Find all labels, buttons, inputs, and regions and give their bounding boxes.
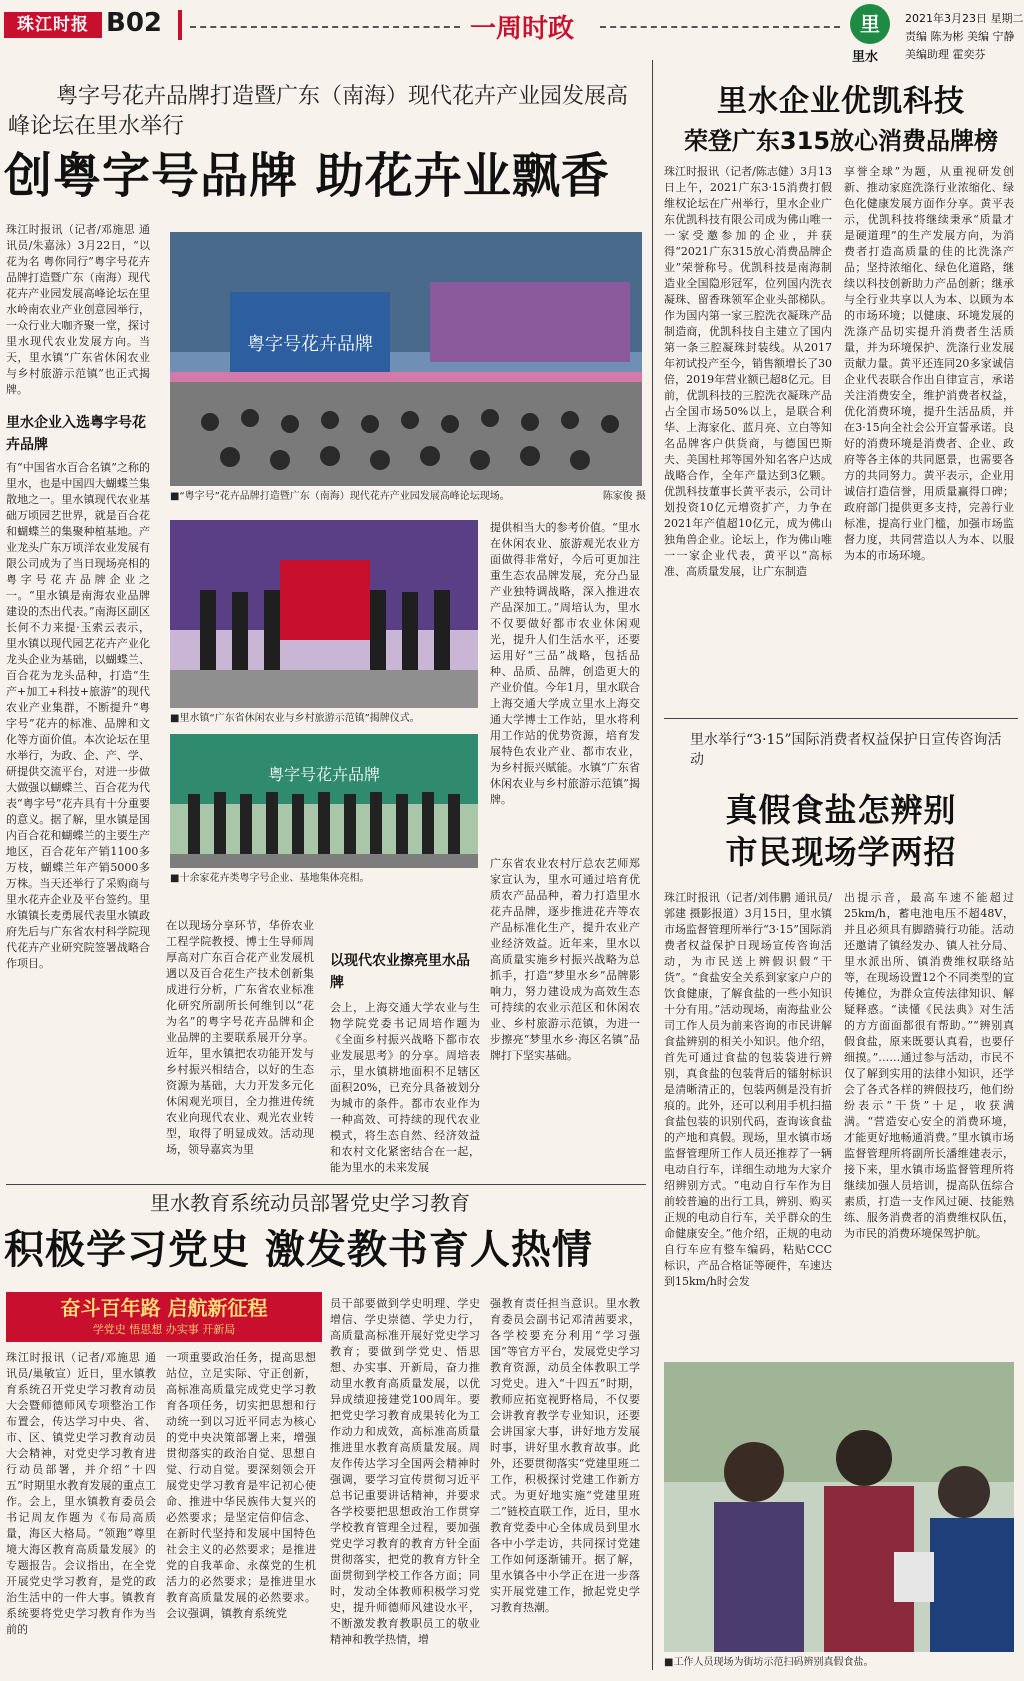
brands-photo-caption: ■十余家花卉类粤字号企业、基地集体亮相。 [170,873,370,884]
masthead-dashed-line [190,26,460,28]
page-number: B02 [106,8,162,38]
story2-subheadline: 荣登广东315放心消费品牌榜 [683,127,999,155]
story1-col1-body: 有“中国省水百合名镇”之称的里水，也是中国四大蝴蝶兰集散地之一。里水镇现代农业基础万顷园艺世界，就是百合花和蝴蝶兰的集聚种植基地。产业龙头广东万顷洋农业发展有限公司成为了当日现场亮相的粤字号花卉品牌企业之一。“里水镇是南海农业品牌建设的杰出代表。”南海区副区长何不力来提·玉索云表示，里水镇以现代园艺花卉产业化龙头企业为基础，以蝴蝶兰、百合花为龙头品种，打造“生产+加工+科技+旅游”的现代农业产业集群，不断提升“粤字号”花卉的标准、品牌和文化等方面价值。本次论坛在里水举行，为政、企、产、学、研提供交流平台，对进一步做大做强以蝴蝶兰、百合花为代表“粤字号”花卉具有十分重要的意义。据了解，里水镇是国内百合花和蝴蝶兰的主要生产地区，百合花年产销1100多万枝，蝴蝶兰年产销5000多万株。当天还举行了采购商与里水花卉企业及平台签约。里水镇镇长麦勇展代表里水镇政府先后与广东省农村科学院现代花卉产业研究院签署战略合作项目。 [6,461,150,970]
forum-photo-caption: ■“粤字号”花卉品牌打造暨广东（南海）现代花卉产业园发展高峰论坛现场。 [170,491,510,502]
edition-info [905,10,1024,64]
newspaper-logo: 珠江时报 [4,12,102,38]
story4-kicker: 里水教育系统动员部署党史学习教育 [150,1191,470,1215]
story3-subheadline: 市民现场学两招 [725,833,957,871]
story3-col2-body: 出提示音，最高车速不能超过25km/h，蓄电池电压不超48V，并且必须具有脚踏骑行功能。活动还邀请了镇经发办、镇人社分局、里水派出所、镇消费维权联络站等，在现场设置12个不同类型的宣传摊位，为群众宣传法律知识、解疑释惑。“读懂《民法典》对生活的方方面面都很有帮助。”“辨别真假食盐，原来既要认真看，也要仔细摸。”……通过参与活动，市民不仅了解到实用的法律小知识，还学会了各式各样的辨假技巧，他们纷纷表示“干货”十足，收获满满。“营造安心安全的消费环境，才能更好地畅通消费。”里水镇市场监督管理所将副所长潘维建表示，接下来，里水镇市场监督管理所将继续加强人员培训，提高队伍综合素质，打造一支作风过硬、技能熟练、服务消费者的消费维权队伍，为市民的消费环境保驾护航。 [844,891,1014,1240]
masthead-divider [178,10,182,40]
story1-subhead-2: 以现代农业擦亮里水品牌 [330,953,470,991]
column-divider [652,60,653,1670]
story3-kicker: 里水举行“3·15”国际消费者权益保护日宣传咨询活动 [690,732,1002,768]
story3-col1-body: 珠江时报讯（记者/刘伟鹏 通讯员/郭建 摄影报道）3月15日，里水镇市场监督管理所举行“3·15”国际消费者权益保护日现场宣传咨询活动，为市民送上辨假识假“干货”。“食盐安全关系到家家户户的饮食健康，了解食盐的一些小知识十分有用。”活动现场，南海盐业公司工作人员为前来咨询的市民讲解食盐辨别的相关小知识。他介绍，首先可通过食盐的包装袋进行辨别，真食盐的包装背后的镭射标识是清晰清正的，包装两侧是没有折痕的。此外，还可以利用手机扫描食盐包装的识别代码，查询该食盐的产地和真假。现场，里水镇市场监督管理所工作人员还推荐了一辆电动自行车，详细生动地为大家介绍辨别方式。“电动自行车作为目前较普遍的出行工具，辨别、购买正规的电动自行车，关乎群众的生命健康安全。”他介绍，正规的电动自行车应有整车编码，粘贴CCC标识，产品合格证等硬件，车速达到15km/h时会发 [664,891,832,1288]
forum-photo-credit: 陈家俊 摄 [602,491,646,502]
story4-col2-body: 一项重要政治任务，提高思想站位，立足实际、守正创新，高标准高质量完成党史学习教育各项任务，切实把思想和行动统一到以习近平同志为核心的党中央决策部署上来，增强贯彻落实的政治自觉、思想自觉、行动自觉。要深刻领会开展党史学习教育是牢记初心使命、推进中华民族伟大复兴的必然要求；是坚定信仰信念、在新时代坚持和发展中国特色社会主义的必然要求；是推进党的自我革命、永葆党的生机活力的必然要求；是推进里水教育高质量发展的必然要求。会议强调，镇教育系统党 [166,1351,316,1620]
salt-photo-caption: ■工作人员现场为街坊示范扫码辨别真假食盐。 [664,1657,874,1668]
story4-col1-body: 珠江时报讯（记者/邓施思 通讯员/巢敏宣）近日，里水镇教育系统召开党史学习教育动员大会暨师德师风专项整治工作布置会，传达学习中央、省、市、区、镇党史学习教育动员大会精神，对党史学习教育进行动员部署，并介绍“十四五”时期里水教育发展的重点工作。会上，里水镇教育委员会书记周友作题为《布局高质量，海区大格局。“领跑”尊里境大海区教育高质量发展》的专题报告。会议指出，在全党开展党史学习教育，是党的政治生活中的一件大事。镇教育系统要将党史学习教育作为当前的 [6,1351,156,1636]
section-rule [6,1184,646,1185]
story1-col3-lower: 会上，上海交通大学农业与生物学院党委书记周培作题为《全面乡村振兴战略下都市农业发展思考》的分享。周培表示，里水镇耕地面积不足辖区面积20%，已充分具备被划分为城市的条件。都市农业作为一种高效、可持续的现代农业模式，将生态自然、经济效益和农村文化紧密结合在一起，能为里水的未来发展 [330,1001,480,1174]
banner-title: 奋斗百年路 启航新征程 [60,1296,268,1320]
section-rule [664,718,1018,719]
story3-headline: 真假食盐怎辨别 [725,791,957,829]
story1-lead: 珠江时报讯（记者/邓施思 通讯员/朱嘉泳）3月22日，“以花为名 粤你同行”粤字号花卉品牌打造暨广东（南海）现代花卉产业园发展高峰论坛在里水岭南农业产业创意园举行，一众行业大咖齐聚一堂，探讨里水现代农业发展方向。当天，里水镇“广东省休闲农业与乡村旅游示范镇”也正式揭牌。 [6,223,150,396]
story1-headline: 创粤字号品牌 助花卉业飘香 [4,148,610,204]
section-title: 一周时政 [470,14,575,44]
editors-credit: 责编 陈为彬 美编 宁静 [905,30,1015,43]
salt-demo-photo [664,1362,1014,1652]
edition-logo-icon: 里 [850,4,890,44]
stage-screen-text: 粤字号花卉品牌 [247,334,373,355]
issue-date: 2021年3月23日 星期二 [905,12,1024,25]
unveiling-photo [170,520,478,708]
story1-col3-body: 提供相当大的参考价值。“里水在休闲农业、旅游观光农业方面做得非常好，今后可更加注重生态农品牌发展，充分凸显产业独特调战略，深入推进农产品深加工。”周培认为，里水不仅要做好都市农业休闲观光，提升人们生活水平，还要运用好“三品”战略，包括品种、品质、品牌，创造更大的产业价值。今年1月，里水联合上海交通大学成立里水上海交通大学博士工作站，里水将利用工作站的优势资源，培育发展特色农业产业、都市农业，为乡村振兴赋能。水镇“广东省休闲农业与乡村旅游示范镇”揭牌。 [490,521,640,806]
brands-group-photo [170,734,478,868]
story1-col2-body: 在以现场分享环节，华侨农业工程学院教授、博士生导师周厚高对广东百合花产业发展机遇以及百合花生产技术创新集成进行分析，广东省农业标准化研究所副所长何维钊以“花为名”的粤字号花卉品牌和企业品牌的主要联系展开分享。近年，里水镇把农功能开发与乡村振兴相结合，以好的生态资源为基础，大力开发多元化休闲观光项目，全力推进传统农业向现代农业、观光农业转型，取得了明显成效。活动现场，领导嘉宾为里 [166,919,314,1156]
story4-col3-body: 员干部要做到学史明理、学史增信、学史崇德、学史力行，高质量高标准开展好党史学习教育；要做到学党史、悟思想、办实事、开新局，奋力推动里水教育高质量发展，以优异成绩迎接建党100周年。要把党史学习教育成果转化为工作动力和成效，高标准高质量推进里水教育高质量发展。周友作传达学习全国两会精神时强调，要学习宣传贯彻习近平总书记重要讲话精神，并要求各学校要把思想政治工作贯穿学校教育管理全过程，要加强党史学习教育的教育方针全面贯彻落实，把党的教育方针全面贯彻到学校工作各方面；同时，发动全体教师积极学习党史，提升师德师风建设水平，不断激发教育教职员工的敬业精神和教学热情，增 [330,1297,480,1646]
unveiling-photo-caption: ■里水镇“广东省休闲农业与乡村旅游示范镇”揭牌仪式。 [170,713,420,724]
party-history-banner [6,1292,322,1342]
forum-photo [170,232,642,486]
story2-col1-body: 珠江时报讯（记者/陈志健）3月13日上午，2021广东3·15消费打假维权论坛在广州举行，里水企业广东优凯科技有限公司成为佛山唯一一家受邀参加的企业，并获得“2021广东315放心消费品牌企业”荣誉称号。优凯科技是南海制造业全国隐形冠军，位列国内洗衣凝珠、留香珠领军企业头部梯队。作为国内第一家三腔洗衣凝珠产品制造商，优凯科技自主建立了国内第一条三腔凝珠封装线。从2017年初试投产至今，销售额增长了30倍，2019年营业额已超8亿元。目前，优凯科技的三腔洗衣凝珠产品占全国市场50%以上，是联合利华、上海家化、蓝月亮、立白等知名品牌客户供货商，与德国巴斯夫、美国杜邦等国外知名客户达成战略合作，全年产量达到3亿颗。优凯科技董事长黄平表示，公司计划投资10亿元增资扩产，力争在2021年产值超10亿元，成为佛山独角兽企业。论坛上，作为佛山唯一一家企业代表，黄平以“高标准、高质量发展，让广东制造 [664,165,832,578]
story1-kicker: 粤字号花卉品牌打造暨广东（南海）现代花卉产业园发展高峰论坛在里水举行 [8,84,629,139]
edition-name: 里水 [852,50,879,65]
banner-text-2: 粤字号花卉品牌 [267,765,381,784]
story2-col2-body: 享誉全球”为题，从重视研发创新、推动家庭洗涤行业浓缩化、绿色化健康发展方面作分享。黄平表示，优凯科技将继续秉承“质量才是硬道理”的生产发展方向，为消费者打造高质量的佳的比洗涤产品；坚持浓缩化、绿色化道路，继续以科技创新助力产品创新；继承与全行业共享以人为本、以顾为本的市场环境；以健康、环境发展的洗涤产品切实提升消费者生活质量，并为环境保护、洗涤行业发展贡献力量。黄平还连同20多家诚信企业代表联合作出自律宣言，承诺关注消费安全，维护消费者权益，优化消费环境，提升生活品质，并在3·15向全社会公开宣誓承诺。良好的消费环境是消费者、企业、政府等各主体的共同愿景，也需要各方的共同努力。黄平表示，企业用诚信打造信誉，用质量赢得口碑；政府部门提供更多支持，完善行业标准，提高行业门槛，加强市场监督力度，共同营造以人为本、以服为本的市场环境。 [844,165,1014,562]
banner-subtitle: 学党史 悟思想 办实事 开新局 [92,1323,236,1336]
assistant-credit: 美编助理 霍奕芬 [905,48,986,61]
story1-subhead-1: 里水企业入选粤字号花卉品牌 [6,415,146,453]
story4-headline: 积极学习党史 激发教书育人热情 [4,1227,593,1273]
story2-headline: 里水企业优凯科技 [717,84,965,119]
masthead-dashed-line [600,26,840,28]
story4-col4-body: 强教育责任担当意识。里水教育委员会副书记邓清茜要求，各学校要充分利用“学习强国”等官方平台，发展党史学习教育资源，动员全体教职工学习党史。进入“十四五”时期，教师应拓宽视野格局，不仅要会讲教育教学专业知识，还要会讲国家大事，讲好地方发展时事，讲好里水教育故事。此外，还要贯彻落实“党建里班二工作，积极探讨党建工作新方式。为更好地实施“党建里班二”链校直联工作，近日，里水教育党委中心全体成员到里水各中小学走访，共同探讨党建工作如何逐渐铺开。据了解，里水镇各中小学正在进一步落实开展党建工作，掀起党史学习教育热潮。 [490,1297,640,1614]
story1-col4-body: 广东省农业农村厅总农艺师郑家宣认为，里水可通过培育优质农产品品种，着力打造里水花卉品牌，逐步推进花卉等农产品标准化生产，提升农业产业经济效益。近年来，里水以高质量实施乡村振兴战略为总抓手，打造“梦里水乡”品牌影响力，努力建设成为高效生态可持续的农业示范区和休闲农业、乡村旅游示范镇，为进一步擦亮“梦里水乡·海区名镇”品牌打下坚实基础。 [490,857,640,1062]
